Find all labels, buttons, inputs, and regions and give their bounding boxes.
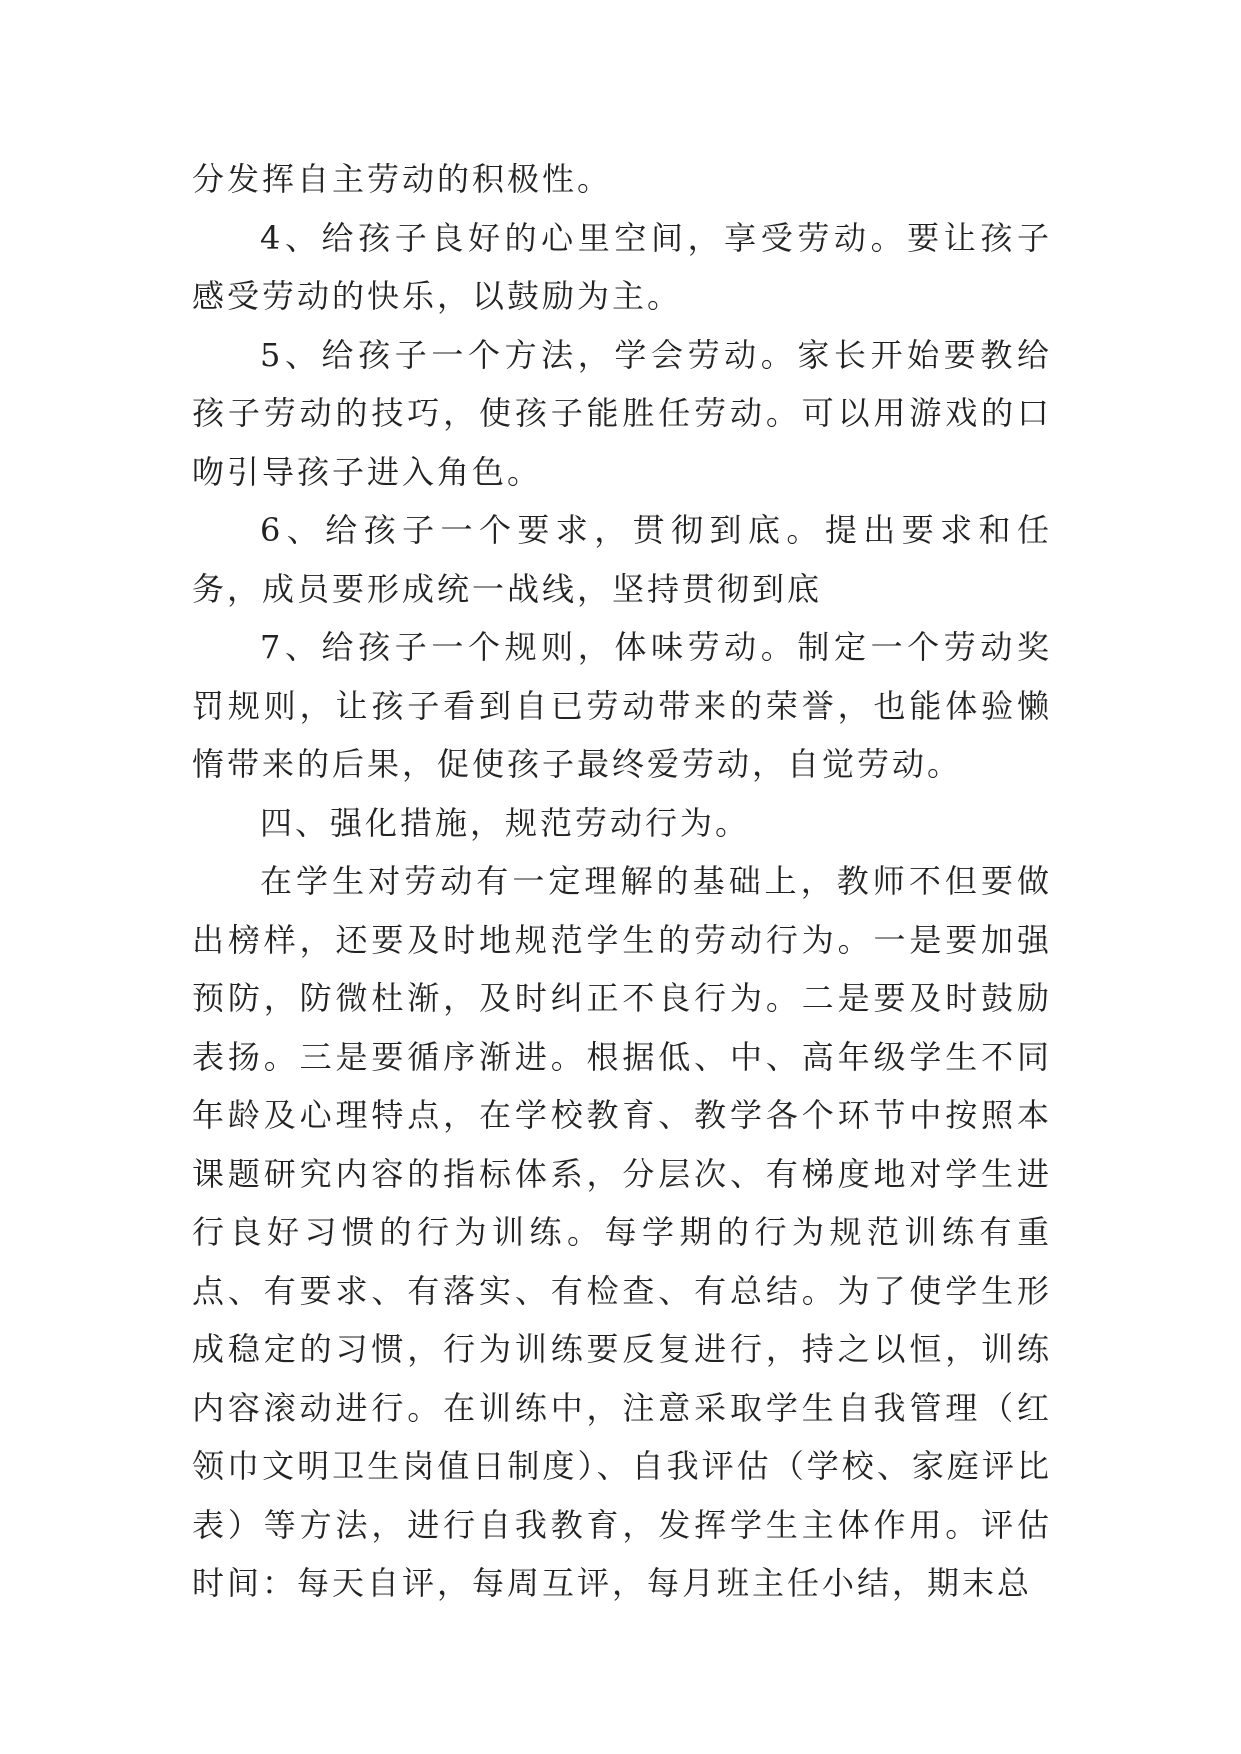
paragraph-item-4: 4、给孩子良好的心里空间，享受劳动。要让孩子感受劳动的快乐，以鼓励为主。	[192, 218, 1052, 315]
paragraph-item-5: 5、给孩子一个方法，学会劳动。家长开始要教给孩子劳动的技巧，使孩子能胜任劳动。可以用游戏的口吻引导孩子进入角色。	[192, 335, 1052, 491]
paragraph-body: 在学生对劳动有一定理解的基础上，教师不但要做出榜样，还要及时地规范学生的劳动行为。一是要加强预防，防微杜渐，及时纠正不良行为。二是要及时鼓励表扬。三是要循序渐进。根据低、中、高年级学生不同年龄及心理特点，在学校教育、教学各个环节中按照本课题研究内容的指标体系，分层次、有梯度地对学生进行良好习惯的行为训练。每学期的行为规范训练有重点、有要求、有落实、有检查、有总结。为了使学生形成稳定的习惯，行为训练要反复进行，持之以恒，训练内容滚动进行。在训练中，注意采取学生自我管理（红领巾文明卫生岗值日制度）、自我评估（学校、家庭评比表）等方法，进行自我教育，发挥学生主体作用。评估时间：每天自评，每周互评，每月班主任小结，期末总	[192, 862, 1052, 1602]
paragraph-continuation: 分发挥自主劳动的积极性。	[192, 160, 613, 198]
section-heading-four: 四、强化措施，规范劳动行为。	[260, 803, 751, 842]
paragraph-item-7: 7、给孩子一个规则，体味劳动。制定一个劳动奖罚规则，让孩子看到自已劳动带来的荣誉，也能体验懒惰带来的后果，促使孩子最终爱劳动，自觉劳动。	[192, 628, 1052, 783]
paragraph-item-6: 6、给孩子一个要求，贯彻到底。提出要求和任务，成员要形成统一战线，坚持贯彻到底	[192, 511, 1052, 608]
document-body	[192, 150, 1052, 1613]
